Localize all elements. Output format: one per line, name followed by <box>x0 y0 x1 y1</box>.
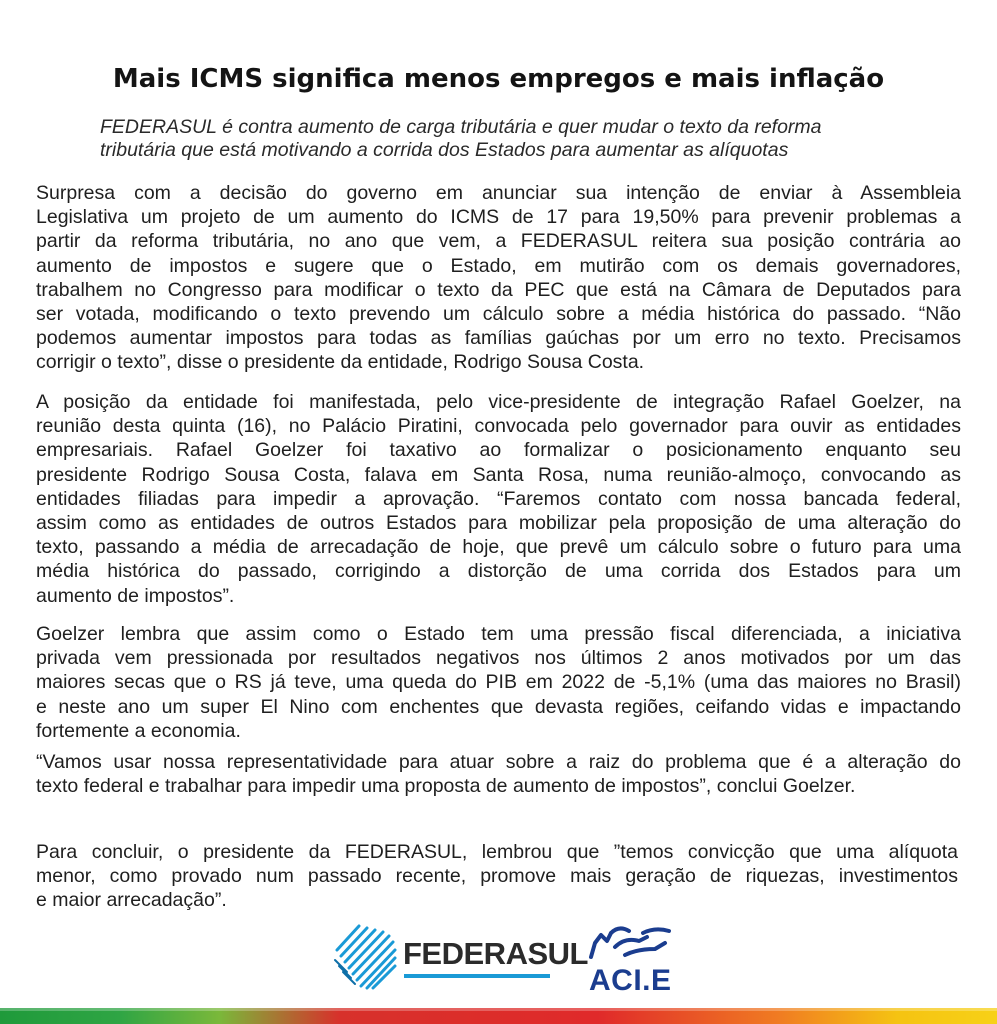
paragraph-line: presidente Rodrigo Sousa Costa, falava em Santa Rosa, numa reunião-almoço, convocando as <box>36 463 961 486</box>
paragraph-line: Surpresa com a decisão do governo em anunciar sua intenção de enviar à Assembleia <box>36 182 961 204</box>
paragraph-line: média histórica do passado, corrigindo a distorção de uma corrida dos Estados para um <box>36 560 961 583</box>
federasul-underline <box>404 974 550 978</box>
paragraph-line: texto federal e trabalhar para impedir uma proposta de aumento de impostos”, conclui Goelzer. <box>36 775 856 798</box>
paragraph-line: reunião desta quinta (16), no Palácio Piratini, convocada pelo governador para ouvir as entidades <box>36 415 961 438</box>
paragraph-5 <box>36 840 958 913</box>
paragraph-line: e neste ano um super El Nino com enchentes que devasta regiões, ceifando vidas e impactando <box>36 695 961 718</box>
paragraph-line: trabalhem no Congresso para modificar o texto da PEC que está na Câmara de Deputados para <box>36 278 961 301</box>
paragraph-line: aumento de impostos e sugere que o Estado, em mutirão com os demais governadores, <box>36 254 961 277</box>
paragraph-line: “Vamos usar nossa representatividade para atuar sobre a raiz do problema que é a alteração do <box>36 751 961 773</box>
paragraph-3 <box>36 622 961 743</box>
acie-wordmark: ACI.E <box>589 964 672 997</box>
article-subtitle <box>100 116 940 162</box>
paragraph-2 <box>36 390 961 608</box>
paragraph-line: aumento de impostos”. <box>36 584 235 607</box>
federasul-stripes-icon <box>333 920 399 992</box>
paragraph-line: fortemente a economia. <box>36 719 241 742</box>
subtitle-line: tributária que está motivando a corrida dos Estados para aumentar as alíquotas <box>100 139 789 161</box>
subtitle-line: FEDERASUL é contra aumento de carga tributária e quer mudar o texto da reforma <box>100 116 822 138</box>
federasul-wordmark: FEDERASUL <box>403 936 588 971</box>
paragraph-line: empresariais. Rafael Goelzer foi taxativo ao formalizar o posicionamento enquanto seu <box>36 439 961 462</box>
paragraph-line: podemos aumentar impostos para todas as famílias gaúchas por um erro no texto. Precisamos <box>36 327 961 350</box>
paragraph-line: corrigir o texto”, disse o presidente da entidade, Rodrigo Sousa Costa. <box>36 351 645 374</box>
paragraph-line: e maior arrecadação”. <box>36 889 227 912</box>
paragraph-line: texto, passando a média de arrecadação de hoje, que prevê um cálculo sobre o futuro para uma <box>36 536 961 559</box>
paragraph-line: Para concluir, o presidente da FEDERASUL, lembrou que ”temos convicção que uma alíquota <box>36 841 958 863</box>
acie-wave-icon <box>585 923 675 963</box>
paragraph-1 <box>36 181 961 375</box>
paragraph-line: assim como as entidades de outros Estados para mobilizar pela proposição de uma alteração do <box>36 511 961 534</box>
paragraph-line: ser votada, modificando o texto prevendo um cálculo sobre a média histórica do passado. “Não <box>36 302 961 325</box>
paragraph-line: Legislativa um projeto de um aumento do ICMS de 17 para 19,50% para prevenir problemas a <box>36 206 961 229</box>
paragraph-line: menor, como provado num passado recente, promove mais geração de riquezas, investimentos <box>36 865 958 888</box>
footer-logos <box>0 920 997 1000</box>
page-title: Mais ICMS significa menos empregos e mais inflação <box>112 64 885 94</box>
paragraph-4 <box>36 750 961 798</box>
paragraph-line: entidades filiadas para impedir a aprovação. “Faremos contato com nossa bancada federal, <box>36 487 961 510</box>
paragraph-line: partir da reforma tributária, no ano que vem, a FEDERASUL reitera sua posição contrária ao <box>36 230 961 253</box>
paragraph-line: privada vem pressionada por resultados negativos nos últimos 2 anos motivados por um das <box>36 647 961 670</box>
flag-stripe-highlight <box>0 1008 997 1011</box>
paragraph-line: Goelzer lembra que assim como o Estado tem uma pressão fiscal diferenciada, a iniciativa <box>36 623 961 645</box>
paragraph-line: maiores secas que o RS já teve, uma queda do PIB em 2022 de -5,1% (uma das maiores no Brasil) <box>36 671 961 694</box>
paragraph-line: A posição da entidade foi manifestada, pelo vice-presidente de integração Rafael Goelzer, na <box>36 391 961 413</box>
